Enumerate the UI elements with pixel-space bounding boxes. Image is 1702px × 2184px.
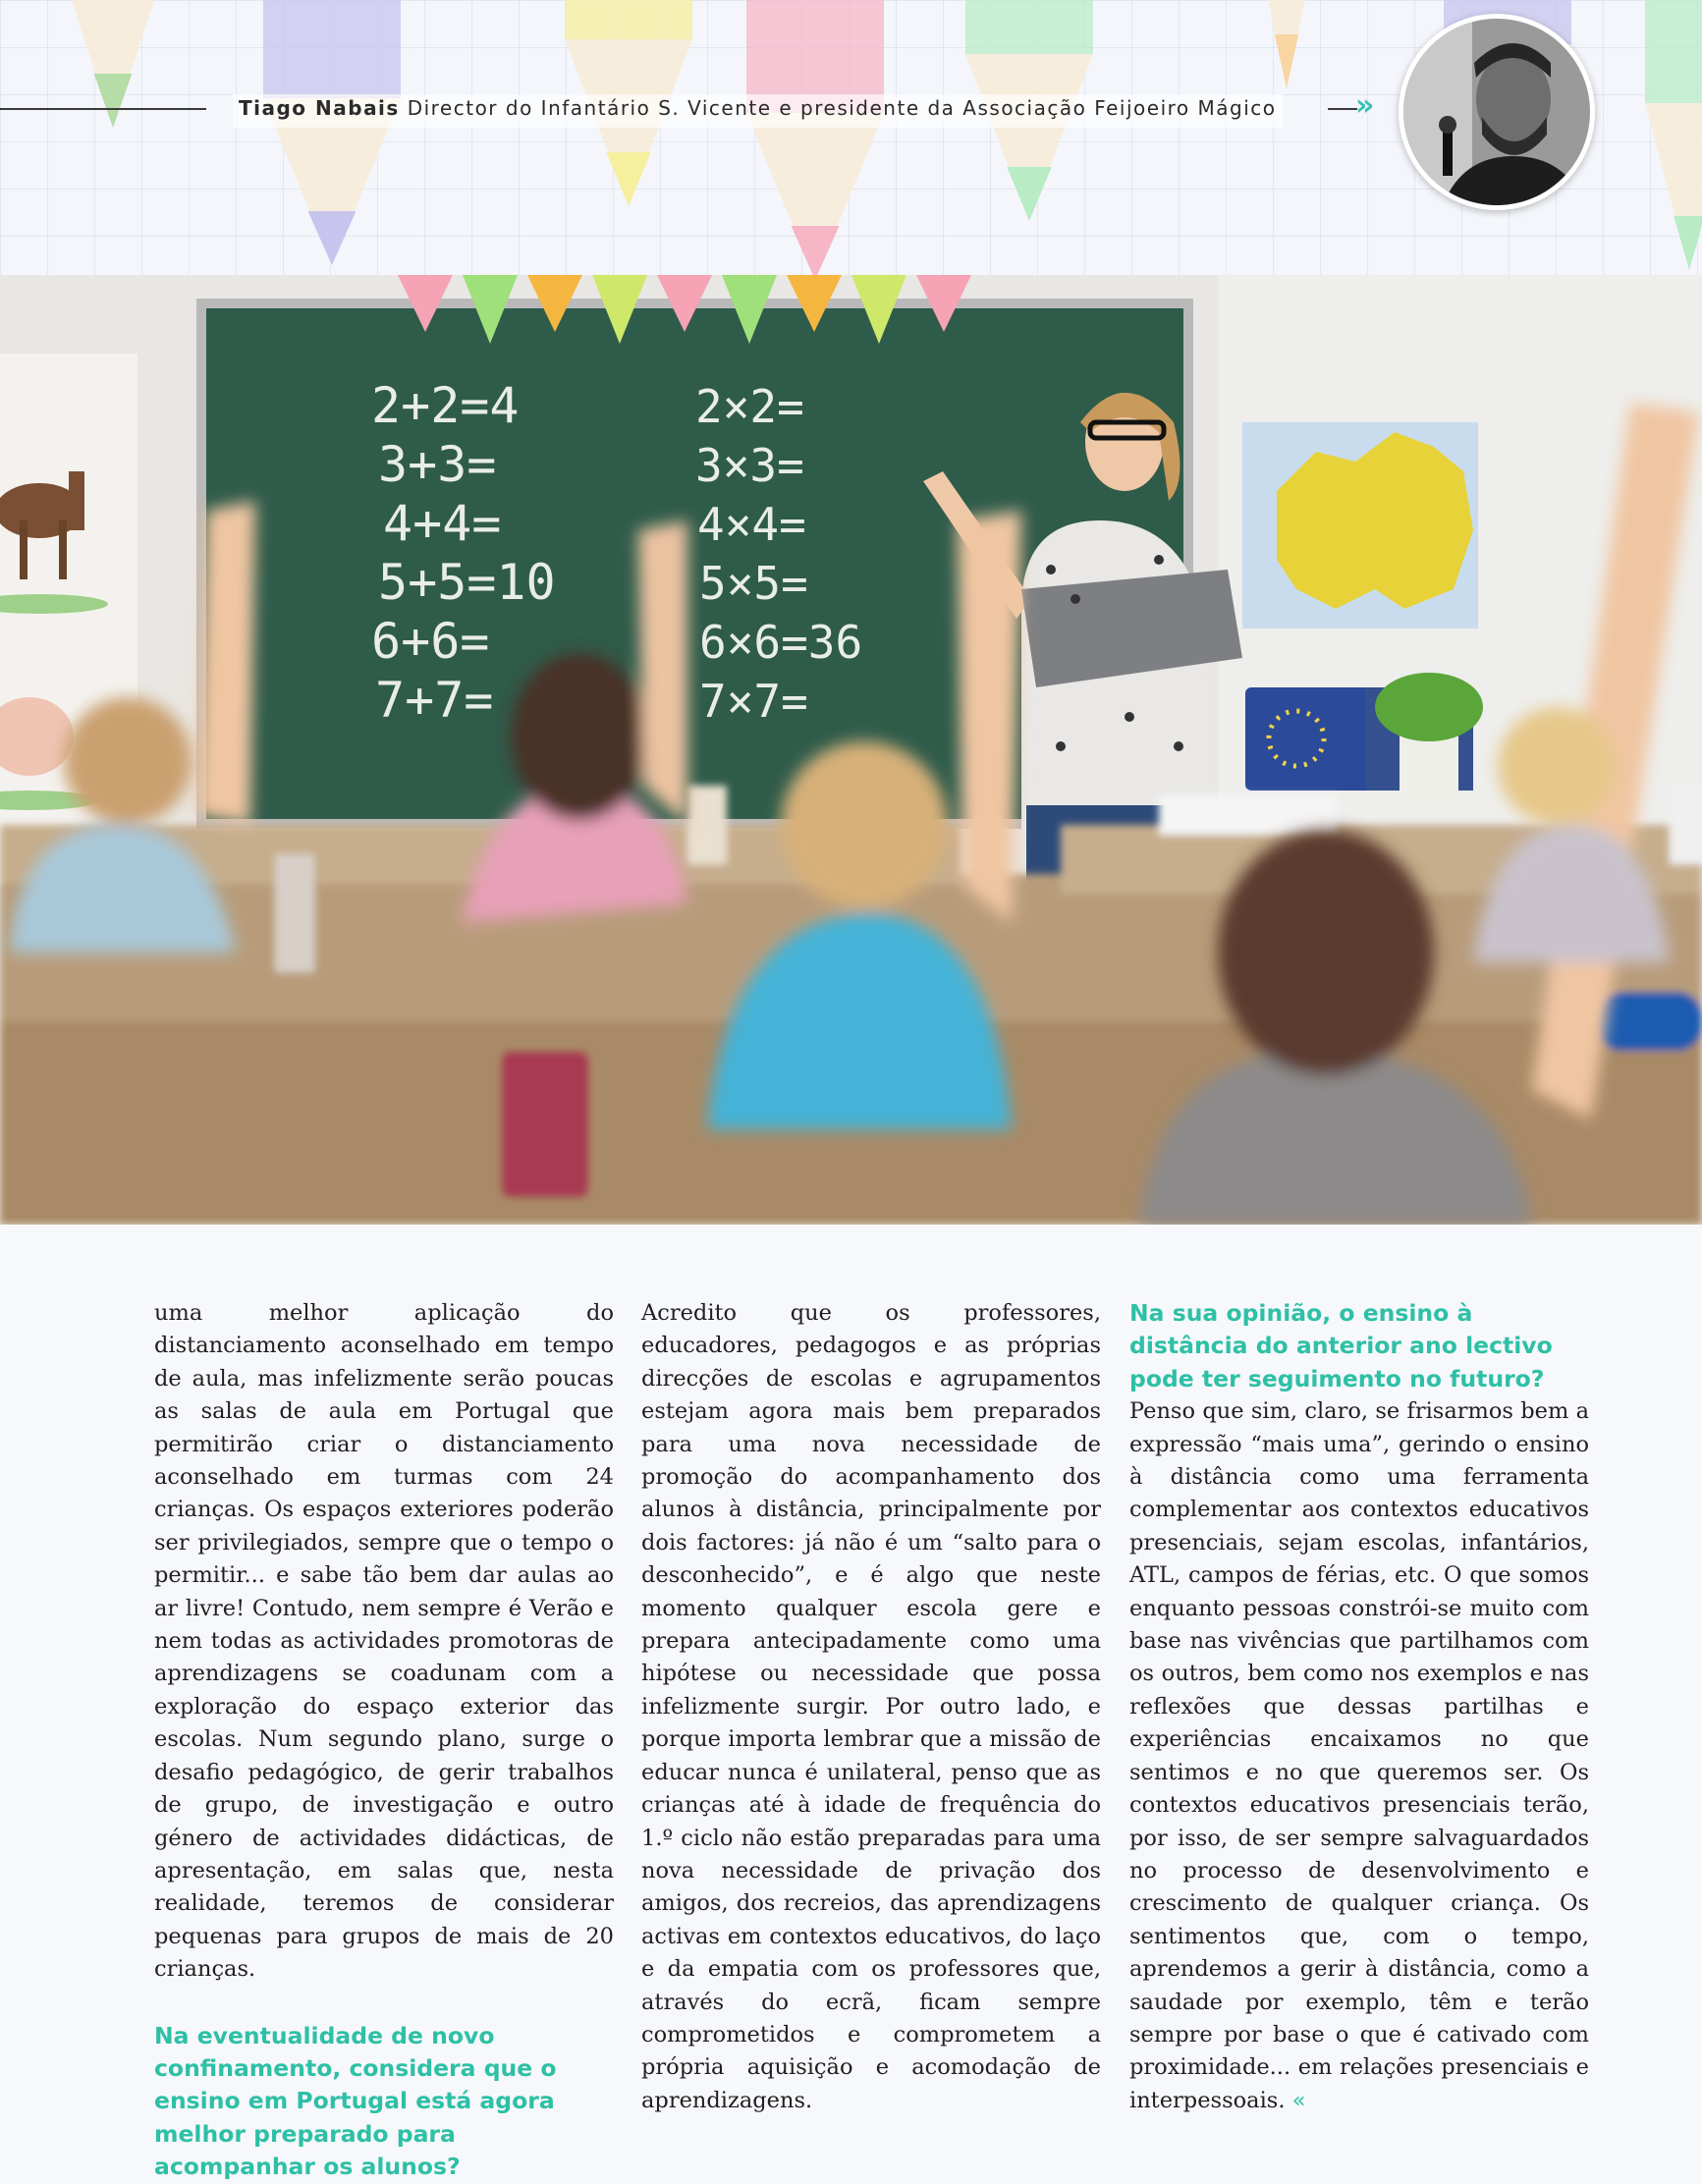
header-rule-left bbox=[0, 108, 206, 110]
blackboard-line: 3+3= bbox=[378, 436, 497, 493]
paragraph-text: Penso que sim, claro, se frisarmos bem a expressão “mais uma”, gerindo o ensino à distância como uma ferramenta complementar aos contextos educativos presenciais, sejam escolas, infantários, ATL, campos de férias, etc. O que somos enquanto pessoas constrói-se muito com base nas vivências que partilhamos com os outros, bem como nos exemplos e nas reflexões que dessas partilhas e experiências encaixamos no que sentimos e no que queremos ser. Os contextos educativos presenciais terão, por isso, de ser sempre salvaguardados no processo de desenvolvimento e crescimento de qualquer criança. Os sentimentos que, com o tempo, aprendemos a gerir à distância, como a saudade por exemplo, têm e terão sempre por base o que é cativado com proximidade... em relações presenciais e interpessoais. bbox=[1129, 1398, 1589, 2113]
pencil-body bbox=[1645, 0, 1702, 103]
blackboard-line: 2+2=4 bbox=[371, 377, 520, 434]
pencil-lead bbox=[308, 211, 357, 265]
pencil-lead bbox=[792, 226, 840, 275]
pencil-body bbox=[263, 0, 401, 98]
author-avatar bbox=[1399, 14, 1595, 210]
interview-question: Na sua opinião, o ensino à distância do anterior ano lectivo pode ter seguimento no futuro? bbox=[1129, 1299, 1553, 1392]
blackboard-line: 2×2= bbox=[695, 380, 804, 433]
page-header bbox=[0, 0, 1702, 275]
pencil-lead bbox=[1674, 216, 1702, 270]
blackboard-line: 5×5= bbox=[699, 557, 808, 610]
blackboard-line: 7×7= bbox=[699, 675, 808, 728]
pencil-lead bbox=[606, 152, 651, 206]
article-body bbox=[0, 1225, 1702, 2181]
author-name: Tiago Nabais bbox=[239, 96, 400, 120]
article-column-2 bbox=[641, 1297, 1101, 2117]
paragraph: uma melhor aplicação do distanciamento aconselhado em tempo de aula, mas infelizmente serão poucas as salas de aula em Portugal que permitirão criar o distanciamento aconselhado em turmas com 24 crianças. Os espaços exteriores poderão ser privilegiados, sempre que o tempo o permitir... e sabe tão bem dar aulas ao ar livre! Contudo, nem sempre é Verão e nem todas as actividades promotoras de aprendizagens se coadunam com a exploração do espaço exterior das escolas. Num segundo plano, surge o desafio pedagógico, de gerir trabalhos de grupo, de investigação e outro género de actividades didácticas, de apresentação, em salas que, nesta realidade, teremos de considerar pequenas para grupos de mais de 20 crianças. bbox=[154, 1300, 614, 1983]
header-rule-right bbox=[1328, 108, 1357, 110]
pencil-body bbox=[965, 0, 1093, 54]
pencil-body bbox=[565, 0, 692, 39]
pencil-lead bbox=[94, 74, 133, 128]
blackboard-line: 4+4= bbox=[383, 495, 502, 552]
article-column-3 bbox=[1129, 1297, 1589, 2117]
classroom-photo bbox=[0, 275, 1702, 1225]
author-byline bbox=[233, 94, 1283, 128]
double-chevron-icon: » bbox=[1355, 88, 1375, 123]
paragraph bbox=[1129, 1395, 1589, 2117]
blackboard-line: 6+6= bbox=[371, 613, 490, 670]
author-role: Director do Infantário S. Vicente e presidente da Associação Feijoeiro Mágico bbox=[407, 96, 1277, 120]
article-column-1 bbox=[154, 1297, 614, 2184]
blackboard-line: 3×3= bbox=[695, 439, 804, 492]
blackboard-line: 7+7= bbox=[375, 672, 494, 729]
blackboard-line: 4×4= bbox=[697, 498, 806, 551]
blackboard-line: 5+5=10 bbox=[378, 554, 556, 611]
pencil-lead bbox=[1007, 167, 1052, 221]
pencil-lead bbox=[1275, 34, 1299, 88]
end-mark: « bbox=[1291, 2087, 1306, 2113]
paragraph: Acredito que os professores, educadores, pedagogos e as próprias direcções de escolas e agrupamentos estejam agora mais bem preparados para uma nova necessidade de promoção do acompanhamento dos alunos à distância, principalmente por dois factores: já não é um “salto para o desconhecido”, e é algo que neste momento qualquer escola gere e prepara antecipadamente como uma hipótese ou necessidade que possa infelizmente surgir. Por outro lado, e porque importa lembrar que a missão de educar nunca é unilateral, penso que as crianças até à idade de frequência do 1.º ciclo não estão preparadas para uma nova necessidade de privação dos amigos, dos recreios, das aprendizagens activas em contextos educativos, do laço e da empatia com os professores que, através do ecrã, ficam sempre comprometidos e comprometem a própria aquisição e acomodação de aprendizagens. bbox=[641, 1300, 1101, 2113]
blackboard-line: 6×6=36 bbox=[699, 616, 863, 669]
interview-question: Na eventualidade de novo confinamento, considera que o ensino em Portugal está agora melhor preparado para acompanhar os alunos? bbox=[154, 2021, 557, 2181]
